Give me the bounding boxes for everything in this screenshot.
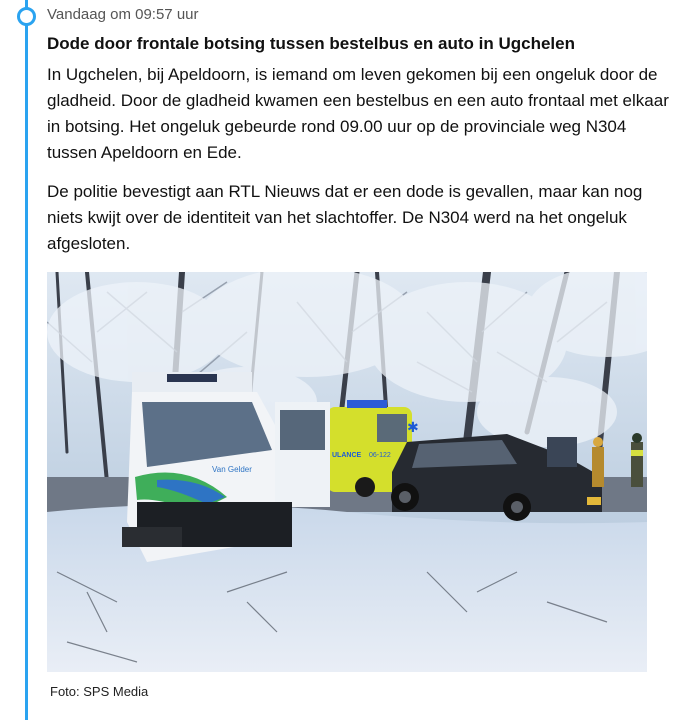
post-timestamp: Vandaag om 09:57 uur xyxy=(47,6,199,23)
post-paragraph-2: De politie bevestigt aan RTL Nieuws dat er een dode is gevallen, maar kan nog niets kwijt over de identiteit van het slachtoffer. De N304 werd na het ongeluk afgesloten. xyxy=(47,182,643,253)
timeline-dot xyxy=(17,7,36,26)
svg-text:Van Gelder: Van Gelder xyxy=(212,465,252,474)
post-headline: Dode door frontale botsing tussen bestelbus en auto in Ugchelen xyxy=(47,34,575,53)
accident-photo-illustration xyxy=(47,272,647,672)
photo-caption: Foto: SPS Media xyxy=(50,684,149,699)
svg-text:06-122: 06-122 xyxy=(369,452,391,459)
svg-text:ULANCE: ULANCE xyxy=(332,452,362,459)
svg-text:✱: ✱ xyxy=(407,420,419,436)
timeline-line xyxy=(25,0,28,720)
accident-photo[interactable] xyxy=(47,272,647,672)
post-paragraph-1: In Ugchelen, bij Apeldoorn, is iemand om leven gekomen bij een ongeluk door de gladheid. Door de gladheid kwamen een bestelbus en een auto frontaal met elkaar in botsing. Het ongeluk gebeurde rond 09.00 uur op de provinciale weg N304 tussen Apeldoorn en Ede. xyxy=(47,65,669,162)
